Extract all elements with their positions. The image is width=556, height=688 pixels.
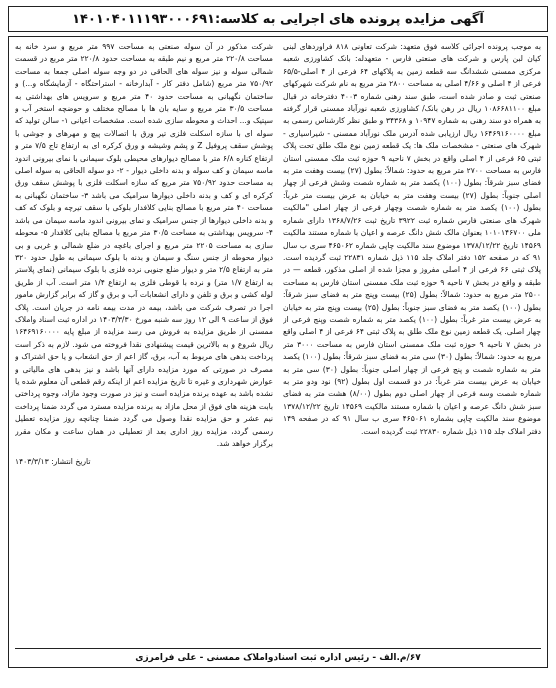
notice-header bbox=[8, 6, 548, 32]
right-column bbox=[283, 41, 541, 642]
publish-date: تاریخ انتشار: ۱۴۰۳/۳/۱۳ bbox=[15, 457, 91, 467]
left-column-text: شرکت مذکور در آن سوله صنعتی به مساحت ۹۹۷ متر مربع و سرد خانه به مساحت ۲۲۰/۸ متر مربع و نیم طبقه به مساحت حدود ۲۲۰/۸ متر مربع در قسمت شمالی سوله و نیز سوله های الحاقی در دو وجه سوله اصلی جمعا به مساحت ۷۵۰/۹۲ متر مربع (شامل دفتر کار - آبدارخانه - استراحتگاه - آزمایشگاه و...) و ساختمان نگهبانی به مساحت حدود ۴۰ متر مربع و سرویس های بهداشتی به مساحت ۳۰/۵ متر مربع و سایه بان ها با مصالح مختلف و حوضچه استخر آب و سپتیک و... احداث و محوطه سازی شده است. مشخصات اعیانی ۱- سالن تولید که سوله ای با سازه اسکلت فلزی تیر ورق با اتصالات پیچ و مهرهای و جوشی با پوشش سقف پروفیل Z و پشم وشیشه و ورق کرکره ای به ارتفاع تاج ۷/۵ متر و ارتفاع کناره ۶/۸ متر با مصالح دیوارهای محیطی بلوک سیمانی با نمای بیرونی اندود ماسه سیمان و کف سوله و بدنه داخلی دیوار - ۲- دو سوله الحاقی به سوله اصلی به مساحت حدود ۷۵۰/۹۲ متر مربع که سازه اسکلت فلزی با پوشش سقف ورق کرکره ای و کف و بدنه داخلی دیوارها سرامیک می باشد ۳- ساختمان نگهبانی به مساحت ۴۰ متر مربع با مصالح بنایی کلافدار بلوکی با سقف تیرچه و بلوک که کف و بدنه داخلی دیوارها از جنس سرامیک و نمای بیرونی اندود ماسه سیمان می باشد ۴- سرویس بهداشتی به مساحت ۳۰/۵ متر مربع با مصالح بنایی کلافدار ۵- محوطه سازی به مساحت ۲۲۰۵ متر مربع و اجرای باغچه در ضلع شمالی و غربی و بی دیوار محوطه از جنس سنگ و سیمان و بدنه با بلوک سیمانی به طول حدود ۳۲۰ متر به ارتفاع ۲/۵ متر و دیوار ضلع جنوبی نرده فلزی با بلوک سیمانی (نمای پلاستر به ارتفاع ۱/۷ متر) و نرده با قوطی فلزی به ارتفاع ۱/۴ متر است. آب از طریق لوله کشی و برق و تلفن و دارای انشعابات آب و برق و گاز که برابر گزارش مامور اجرا در تصرف شرکت می باشد، بیمه در مدت بیمه نامه در جریان است. پلاک فوق از ساعت ۹ الی ۱۲ روز سه شنبه مورخ ۱۴۰۳/۳/۳۰ در اداره ثبت اسناد واملاک ممسنی از طریق مزایده به فروش می رسد مزایده از مبلغ پایه ۱۶۴۶۹۱۶۰۰۰۰ ریال شروع و به بالاترین قیمت پیشنهادی نقدا فروخته می شود. لازم به ذکر است پرداخت بدهی های مربوط به آب، برق، گاز اعم از حق انشعاب و یا حق اشتراک و مصرف در صورتی که مورد مزایده دارای آنها باشد و نیز بدهی های مالیاتی و عوارض شهرداری و غیره تا تاریخ مزایده اعم از اینکه رقم قطعی آن معلوم شده یا نشده باشد به عهده برنده مزایده است و نیز در صورت وجود مازاد، وجوه پرداختی بابت هزینه های فوق از محل مازاد به برنده مزایده مسترد می گردد ضمنا پرداخت نیم عشر و حق مزایده نقدا وصول می گردد ضمنا چنانچه روز مزایده تعطیل رسمی گردد، مزایده روز اداری بعد از تعطیلی در همان ساعت و مکان مقرر برگزار خواهد شد. bbox=[15, 42, 273, 448]
left-column bbox=[15, 41, 273, 642]
notice-title: آگهی مزایده پرونده های اجرایی به کلاسه:۱۴۰۱۰۴۰۱۱۱۹۳۰۰۰۶۹۱ bbox=[72, 11, 484, 27]
right-column-text: به موجب پرونده اجرائی کلاسه فوق متعهد: شرکت تعاونی ۸۱۸ فراوردهای لبنی کیان لبن پارس و شرکت های صنعتی فارس - متعهدله: بانک کشاورزی شعبه مرکزی ممسنی ششدانگ سه قطعه زمین به پلاکهای ۶۴ فرعی از ۴ اصلی-۶۵/۵ فرعی از ۴ اصلی و ۴/۶۶ اصلی به مساحت ۲۸۰۰ متر مربع به نام شرکت شهرکهای صنعتی ثبت و صادر شده است، طبق سند رهنی شماره ۴۰۰۳ دفترخانه در قبال مبلغ ۱۰۸۶۶۸۱۱۰۰ ریال در رهن بانک/ کشاورزی شعبه نورآباد ممسنی قرار گرفته به همراه دو سند رهنی به شماره ۱۰۹۴۷ و ۳۴۳۶۸ و طبق نظر کارشناس رسمی به مبلغ ۱۶۴۶۹۱۶۰۰۰۰ ریال ارزیابی شده آدرس ملک نورآباد ممسنی - شیراسیاری - شهرک های صنعتی - مشخصات ملک ها: یک قطعه زمین نوع ملک طلق تحت پلاک ثبتی ۶۵ فرعی از ۴ اصلی واقع در بخش ۷ ناحیه ۹ حوزه ثبت ملک ممسنی استان فارس به مساحت ۲۷۰۰ متر مربع به حدود: شمالاً: بطول (۲۷) بیست وهفت متر به فضای سبز شرقاً: بطول (۱۰۰) یکصد متر به شماره شصت وشش فرعی از چهار اصلی جنوباً: بطول (۲۷) بیست وهفت متر به خیابان به عرض بیست متر غرباً: بطول (۱۰۰) یکصد متر به شماره شصت وچهار فرعی از چهار اصلی "مالکیت شهرک های صنعتی فارس شماره ثبت ۳۹۲۲ تاریخ ثبت ۱۳۶۸/۷/۲۶ دارای شماره ملی ۱۰۱۰۱۴۶۷۰۰ بعنوان مالک شش دانگ عرصه و اعیان با شماره مستند مالکیت ۱۴۵۶۹ تاریخ ۱۳۷۸/۱۲/۲۲ موضوع سند مالکیت چاپی شماره ۴۶۵۰۶۲ سری ب سال ۹۱ که در صفحه ۱۵۲ دفتر املاک جلد ۱۱۵ ذیل شماره ۲۲۸۳۱ ثبت گردیده است. پلاک ثبتی ۶۶ فرعی از ۴ اصلی مفروز و مجزا شده از اصلی مذکور، قطعه — در طبقه و واقع در بخش ۷ ناحیه ۹ حوزه ثبت ملک ممسنی استان فارس به مساحت ۲۵۰۰ متر مربع به حدود: شمالاً: بطول (۲۵) بیست وپنج متر به فضای سبز شرقاً: بطول (۱۰۰) یکصد متر به فضای سبز جنوباً: بطول (۲۵) بیست وپنج متر به خیابان به عرض بیست متر غرباً: بطول (۱۰۰) یکصد متر به شماره شصت وپنج فرعی از چهار اصلی. یک قطعه زمین نوع ملک طلق به پلاک ثبتی ۶۴ فرعی از ۴ اصلی واقع در بخش ۷ ناحیه ۹ حوزه ثبت ملک ممسنی استان فارس به مساحت ۳۰۰۰ متر مربع به حدود: شمالاً: بطول (۳۰) سی متر به فضای سبز شرقاً: بطول (۱۰۰) یکصد متر به شماره شصت و پنج فرعی از چهار اصلی جنوباً: بطول (۳۰) سی متر به خیابان به عرض بیست متر غرباً: در دو قسمت اول بطول (۹۲) نود ودو متر به شماره شصت وسه فرعی از چهار اصلی دوم بطول (۸/۰۰) هشت متر به فضای سبز شش دانگ عرصه و اعیان با شماره مستند مالکیت ۱۴۵۶۹ تاریخ ۱۳۷۸/۱۲/۲۲ موضوع سند مالکیت چاپی بشماره ۴۶۵۰۶۱ سری ب سال ۹۱ که در صفحه ۱۴۹ دفتر املاک جلد ۱۱۵ ذیل شماره ۲۲۸۳۰ ثبت گردیده است. bbox=[283, 42, 541, 436]
notice-body bbox=[8, 36, 548, 668]
notice-footer: ۶۷/م.الف - رئیس اداره ثبت اسنادواملاک ممسنی - علی فرامرزی bbox=[15, 648, 541, 663]
text-columns bbox=[15, 41, 541, 642]
